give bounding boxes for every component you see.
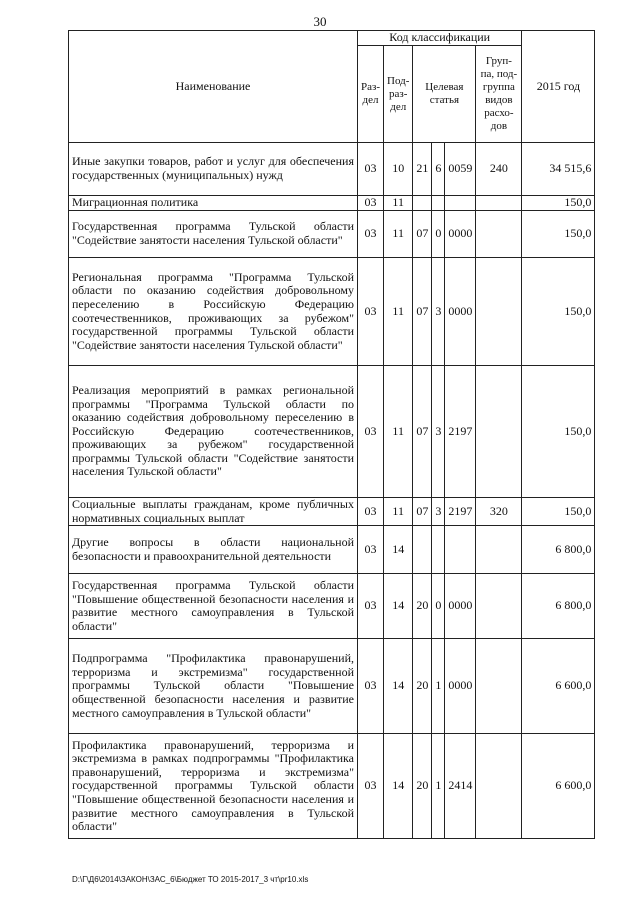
row-amount: 6 600,0 (522, 734, 595, 839)
row-target-direction: 2197 (445, 366, 476, 498)
row-expense-group (476, 574, 522, 639)
row-amount: 6 600,0 (522, 639, 595, 734)
row-target-direction: 2197 (445, 498, 476, 526)
row-amount: 150,0 (522, 211, 595, 258)
row-name: Государственная программа Тульской области "Повышение общественной безопасности населения и развитие местного самоуправления в Тульской области" (69, 574, 358, 639)
row-target-program (413, 196, 432, 211)
row-name: Социальные выплаты гражданам, кроме публичных нормативных социальных выплат (69, 498, 358, 526)
row-section: 03 (358, 211, 384, 258)
row-target-program: 07 (413, 498, 432, 526)
header-target-article: Целевая статья (413, 46, 476, 143)
row-target-subprogram: 0 (432, 574, 445, 639)
table-row (69, 366, 595, 498)
header-year: 2015 год (522, 31, 595, 143)
row-target-subprogram (432, 526, 445, 574)
row-target-direction (445, 196, 476, 211)
row-target-program: 07 (413, 258, 432, 366)
row-amount: 6 800,0 (522, 526, 595, 574)
row-expense-group (476, 196, 522, 211)
row-section: 03 (358, 734, 384, 839)
row-amount: 6 800,0 (522, 574, 595, 639)
row-name: Реализация мероприятий в рамках региональной программы "Программа Тульской области по оказанию содействия добровольному переселению в Российскую Федерацию соотечественников, проживающих за рубежом" государственной программы Тульской области "Содействие занятости населения Тульской области" (69, 366, 358, 498)
row-section: 03 (358, 366, 384, 498)
table-row (69, 639, 595, 734)
row-expense-group: 240 (476, 143, 522, 196)
row-subsection: 11 (384, 196, 413, 211)
row-target-program: 20 (413, 734, 432, 839)
table-row (69, 498, 595, 526)
row-section: 03 (358, 498, 384, 526)
row-section: 03 (358, 196, 384, 211)
row-name: Профилактика правонарушений, терроризма и экстремизма в рамках подпрограммы "Профилактика правонарушений, терроризма и экстремизма" государственной программы Тульской области "Повышение общественной безопасности населения и развитие местного самоуправления в Тульской области" (69, 734, 358, 839)
row-amount: 150,0 (522, 498, 595, 526)
row-subsection: 11 (384, 498, 413, 526)
row-target-program: 20 (413, 574, 432, 639)
row-target-direction: 0059 (445, 143, 476, 196)
row-expense-group (476, 211, 522, 258)
row-target-direction: 0000 (445, 574, 476, 639)
row-target-direction: 0000 (445, 211, 476, 258)
table-row (69, 143, 595, 196)
row-target-direction: 0000 (445, 639, 476, 734)
row-target-program (413, 526, 432, 574)
table-row (69, 258, 595, 366)
row-target-program: 07 (413, 211, 432, 258)
row-target-direction (445, 526, 476, 574)
row-target-subprogram: 0 (432, 211, 445, 258)
row-target-subprogram: 1 (432, 639, 445, 734)
row-target-subprogram: 3 (432, 498, 445, 526)
row-subsection: 10 (384, 143, 413, 196)
header-expense-group: Груп- па, под- группа видов расхо- дов (476, 46, 522, 143)
row-target-program: 20 (413, 639, 432, 734)
row-subsection: 14 (384, 639, 413, 734)
table-row (69, 574, 595, 639)
row-subsection: 14 (384, 734, 413, 839)
row-amount: 34 515,6 (522, 143, 595, 196)
row-target-direction: 0000 (445, 258, 476, 366)
row-target-subprogram: 1 (432, 734, 445, 839)
table-row (69, 526, 595, 574)
row-name: Государственная программа Тульской области "Содействие занятости населения Тульской области" (69, 211, 358, 258)
file-path-footer: D:\Г\Д6\2014\ЗАКОН\ЗАС_6\Бюджет ТО 2015-2017_3 чт\pr10.xls (72, 875, 309, 884)
row-section: 03 (358, 526, 384, 574)
row-expense-group (476, 639, 522, 734)
row-expense-group (476, 366, 522, 498)
row-target-subprogram: 6 (432, 143, 445, 196)
row-target-subprogram: 3 (432, 366, 445, 498)
row-name: Миграционная политика (69, 196, 358, 211)
row-subsection: 11 (384, 366, 413, 498)
header-section: Раз- дел (358, 46, 384, 143)
row-section: 03 (358, 574, 384, 639)
row-name: Другие вопросы в области национальной безопасности и правоохранительной деятельности (69, 526, 358, 574)
row-section: 03 (358, 143, 384, 196)
row-name: Подпрограмма "Профилактика правонарушений, терроризма и экстремизма" государственной программы Тульской области "Повышение общественной безопасности населения и развитие местного самоуправления в Тульской области" (69, 639, 358, 734)
table-row (69, 211, 595, 258)
row-subsection: 14 (384, 526, 413, 574)
budget-table (68, 30, 595, 839)
header-name: Наименование (69, 31, 358, 143)
row-expense-group (476, 258, 522, 366)
table-row (69, 196, 595, 211)
row-amount: 150,0 (522, 258, 595, 366)
row-name: Региональная программа "Программа Тульской области по оказанию содействия добровольному переселению в Российскую Федерацию соотечественников, проживающих за рубежом" государственной программы Тульской области "Содействие занятости населения Тульской области" (69, 258, 358, 366)
row-amount: 150,0 (522, 366, 595, 498)
header-classification: Код классификации (358, 31, 522, 46)
row-target-program: 21 (413, 143, 432, 196)
header-subsection: Под- раз- дел (384, 46, 413, 143)
row-target-subprogram (432, 196, 445, 211)
row-subsection: 11 (384, 211, 413, 258)
row-subsection: 11 (384, 258, 413, 366)
row-target-subprogram: 3 (432, 258, 445, 366)
row-expense-group (476, 526, 522, 574)
row-name: Иные закупки товаров, работ и услуг для обеспечения государственных (муниципальных) нужд (69, 143, 358, 196)
row-expense-group: 320 (476, 498, 522, 526)
row-section: 03 (358, 639, 384, 734)
row-target-direction: 2414 (445, 734, 476, 839)
row-subsection: 14 (384, 574, 413, 639)
row-target-program: 07 (413, 366, 432, 498)
header-row-1 (69, 31, 595, 46)
table-row (69, 734, 595, 839)
row-amount: 150,0 (522, 196, 595, 211)
row-section: 03 (358, 258, 384, 366)
row-expense-group (476, 734, 522, 839)
page-number: 30 (313, 14, 327, 29)
